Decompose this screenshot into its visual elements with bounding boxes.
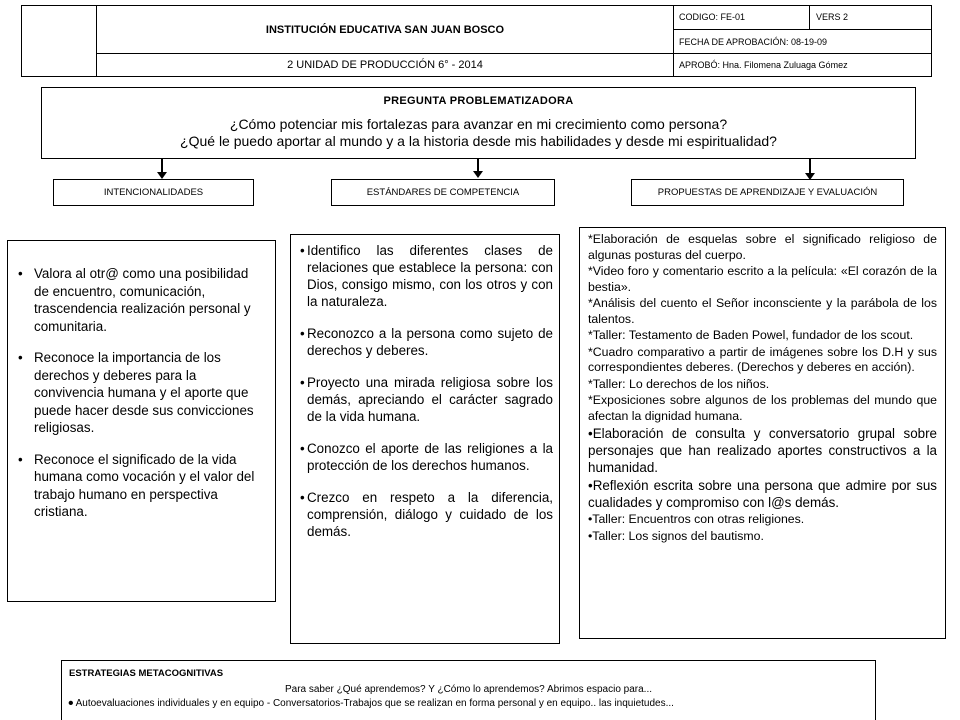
strategy-item	[62, 694, 875, 712]
approval-date: FECHA DE APROBACIÓN: 08-19-09	[674, 30, 931, 54]
intentions-box	[7, 240, 276, 602]
strategy-item-text: Autoevaluaciones individuales y en equipo - Conversatorios-Trabajos que se realizan en forma personal y en equipo.. las inquietudes...	[75, 698, 674, 709]
list-item: *Elaboración de esquelas sobre el significado religioso de algunas posturas del cuerpo.	[588, 232, 937, 262]
strategy-box	[61, 660, 876, 720]
unit-title: 2 UNIDAD DE PRODUCCIÓN 6° - 2014	[97, 54, 674, 76]
list-item: • Reconozco a la persona como sujeto de derechos y deberes.	[300, 325, 553, 359]
question-line-1: ¿Cómo potenciar mis fortalezas para avanzar en mi crecimiento como persona?	[229, 116, 728, 132]
standards-box	[290, 234, 560, 644]
list-item: *Taller: Testamento de Baden Powel, fundador de los scout.	[588, 328, 914, 342]
header-table	[21, 5, 932, 77]
problem-question-box	[41, 87, 916, 159]
list-item: •Reflexión escrita sobre una persona que admire por sus cualidades y compromiso con l@s demás.	[588, 478, 937, 510]
standards-header: ESTÁNDARES DE COMPETENCIA	[331, 179, 555, 206]
intentions-header: INTENCIONALIDADES	[53, 179, 254, 206]
list-item: • Identifico las diferentes clases de relaciones que establece la persona: con Dios, consigo mismo, con los otros y con la naturaleza.	[300, 242, 553, 310]
question-line-2: ¿Qué le puedo aportar al mundo y a la historia desde mis habilidades y desde mi espiritualidad?	[180, 133, 777, 149]
logo-cell	[22, 6, 97, 76]
proposals-box	[579, 227, 946, 639]
strategy-title: ESTRATEGIAS METACOGNITIVAS	[69, 668, 224, 679]
list-item: *Cuadro comparativo a partir de imágenes sobre los D.H y sus correspondientes deberes. (Derechos y deberes en acción).	[588, 344, 937, 374]
document-version: VERS 2	[810, 6, 931, 30]
institution-name: INSTITUCIÓN EDUCATIVA SAN JUAN BOSCO	[97, 6, 674, 54]
list-item: • Crezco en respeto a la diferencia, comprensión, diálogo y cuidado de los demás.	[300, 489, 553, 540]
list-item: •Elaboración de consulta y conversatorio grupal sobre personajes que han realizado aportes constructivos a la humanidad.	[588, 426, 937, 475]
strategy-intro: Para saber ¿Qué aprendemos? Y ¿Cómo lo aprendemos? Abrimos espacio para...	[284, 684, 653, 695]
document-code: CODIGO: FE-01	[674, 6, 810, 30]
bullet-icon: •	[68, 694, 74, 712]
list-item: • Reconoce la importancia de los derechos y deberes para la convivencia humana y el aporte que puede hacer desde sus convicciones religiosas.	[18, 349, 265, 437]
list-item: • Valora al otr@ como una posibilidad de encuentro, comunicación, trascendencia realización personal y comunitaria.	[18, 265, 265, 335]
list-item: *Taller: Lo derechos de los niños.	[588, 376, 770, 391]
list-item: • Reconoce el significado de la vida humana como vocación y el valor del trabajo humano en perspectiva cristiana.	[18, 451, 265, 521]
list-item: *Video foro y comentario escrito a la película: «El corazón de la bestia».	[588, 264, 937, 294]
list-item: *Exposiciones sobre algunos de los problemas del mundo que afectan la dignidad humana.	[588, 393, 937, 423]
list-item: *Análisis del cuento el Señor inconsciente y la parábola de los talentos.	[588, 296, 937, 326]
question-title: PREGUNTA PROBLEMATIZADORA	[383, 95, 574, 107]
list-item: • Proyecto una mirada religiosa sobre los demás, apreciando el carácter sagrado de la vida humana.	[300, 374, 553, 425]
approved-by: APROBÓ: Hna. Filomena Zuluaga Gómez	[679, 60, 848, 70]
list-item: •Taller: Los signos del bautismo.	[588, 528, 764, 543]
proposals-header: PROPUESTAS DE APRENDIZAJE Y EVALUACIÓN	[631, 179, 904, 206]
list-item: • Conozco el aporte de las religiones a la protección de los derechos humanos.	[300, 440, 553, 474]
list-item: •Taller: Encuentros con otras religiones.	[588, 512, 805, 526]
